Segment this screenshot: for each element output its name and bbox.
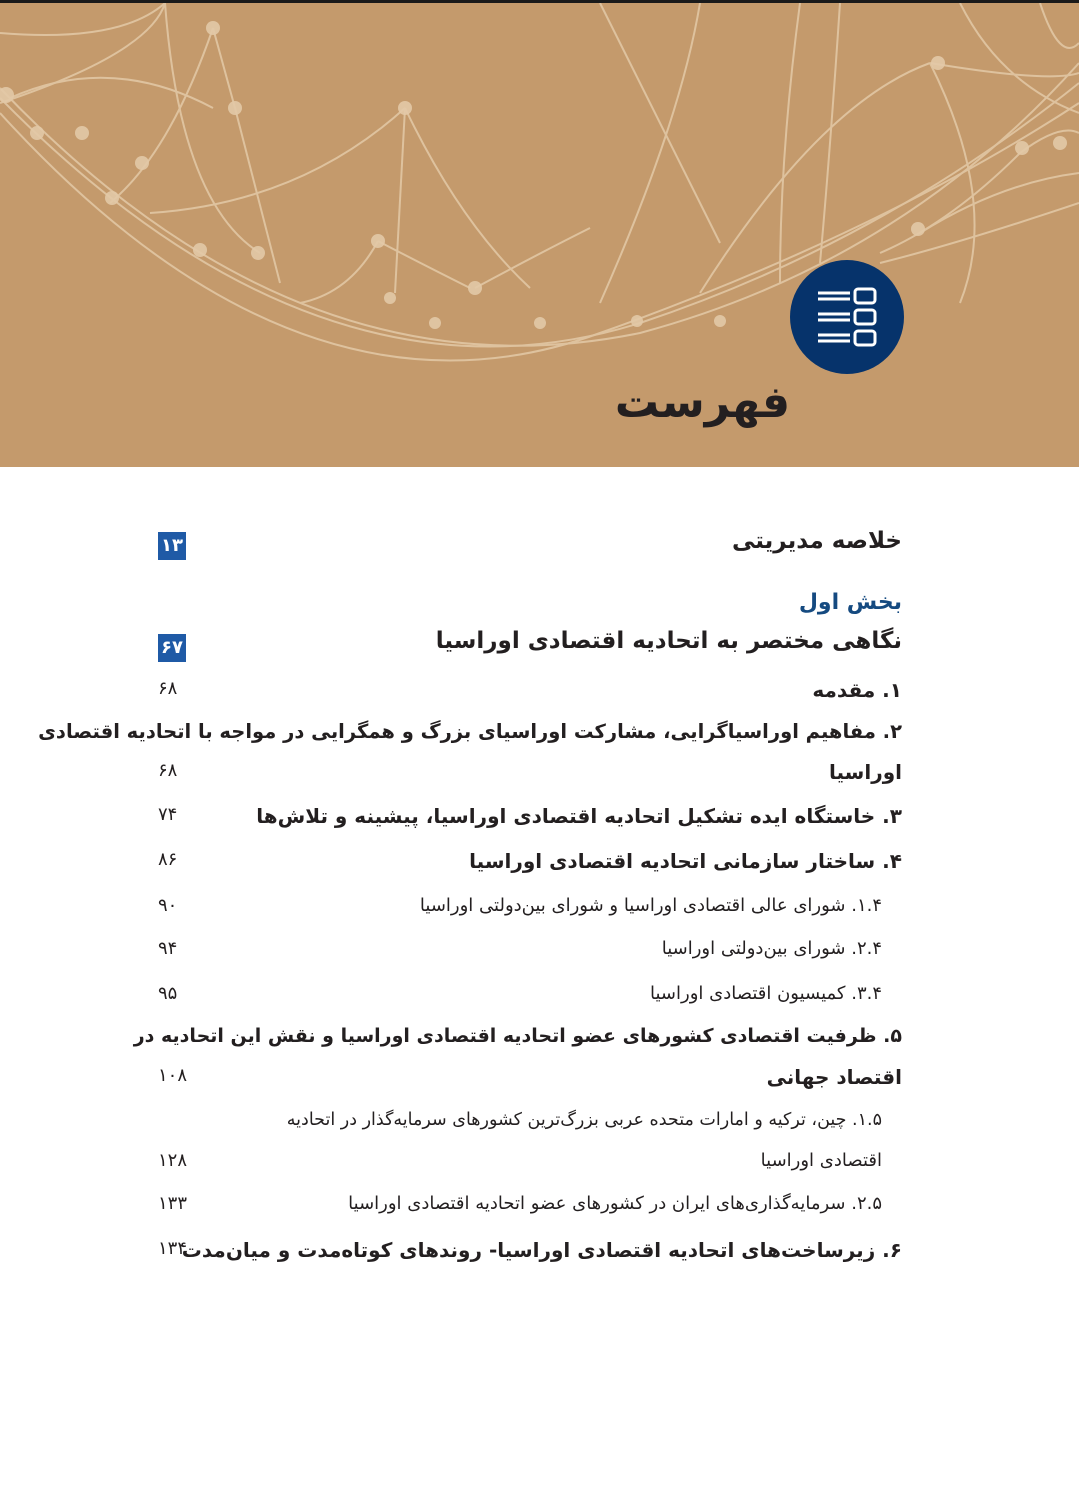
toc-entry[interactable] — [150, 849, 902, 879]
toc-entry[interactable] — [38, 720, 902, 790]
toc-entry-label: خلاصه مدیریتی — [732, 528, 902, 554]
toc-entry-label-line1: ۲. مفاهیم اوراسیاگرایی، مشارکت اوراسیای بزرگ و همگرایی در مواجه با اتحادیه اقتصادی — [38, 720, 902, 743]
page-number-badge: ۶۷ — [158, 634, 186, 662]
page-title: فهرست — [614, 377, 790, 428]
part-title: نگاهی مختصر به اتحادیه اقتصادی اوراسیا — [435, 628, 902, 654]
page-number: ۱۳۳ — [158, 1193, 188, 1214]
toc-entry-label: ۱. مقدمه — [812, 678, 902, 702]
page-number: ۹۴ — [158, 938, 178, 959]
toc-entry-summary[interactable] — [150, 528, 902, 564]
part-label: بخش اول — [798, 590, 902, 615]
page-number: ۶۸ — [158, 760, 178, 781]
page-number: ۷۴ — [158, 804, 178, 825]
page-number: ۸۶ — [158, 849, 178, 870]
toc-entry-label-line1: ۱.۵. چین، ترکیه و امارات متحده عربی بزرگ‌ترین کشورهای سرمایه‌گذار در اتحادیه — [286, 1110, 882, 1130]
page-number: ۹۰ — [158, 895, 178, 916]
toc-entry[interactable] — [150, 678, 902, 708]
toc-entry-label: ۶. زیرساخت‌های اتحادیه اقتصادی اوراسیا- روندهای کوتاه‌مدت و میان‌مدت — [181, 1238, 902, 1262]
toc-subentry[interactable] — [150, 895, 902, 925]
toc-entry-label: ۲.۵. سرمایه‌گذاری‌های ایران در کشورهای عضو اتحادیه اقتصادی اوراسیا — [348, 1193, 882, 1214]
toc-entry-label-line2: اوراسیا — [829, 760, 902, 784]
toc-entry-label: ۴. ساختار سازمانی اتحادیه اقتصادی اوراسیا — [469, 849, 902, 873]
toc-entry[interactable] — [150, 804, 902, 834]
page-number: ۹۵ — [158, 983, 178, 1004]
toc-entry-label-line2: اقتصاد جهانی — [766, 1065, 902, 1089]
toc-badge — [790, 260, 904, 374]
table-of-contents-icon — [790, 260, 904, 374]
toc-entry[interactable] — [133, 1025, 902, 1095]
toc-entry-label-line1: ۵. ظرفیت اقتصادی کشورهای عضو اتحادیه اقتصادی اوراسیا و نقش این اتحادیه در — [133, 1025, 902, 1047]
toc-subentry[interactable] — [150, 1193, 902, 1223]
toc-entry-label: ۳. خاستگاه ایده تشکیل اتحادیه اقتصادی اوراسیا، پیشینه و تلاش‌ها — [256, 804, 902, 828]
page-number: ۱۳۴ — [158, 1238, 188, 1259]
page-number: ۶۸ — [158, 678, 178, 699]
page-number: ۱۰۸ — [158, 1065, 188, 1086]
toc-entry-label: ۲.۴. شورای بین‌دولتی اوراسیا — [661, 938, 882, 959]
toc-subentry[interactable] — [150, 983, 902, 1013]
toc-entry-label: ۱.۴. شورای عالی اقتصادی اوراسیا و شورای بین‌دولتی اوراسیا — [419, 895, 882, 916]
part-heading — [150, 590, 902, 624]
toc-entry[interactable] — [150, 1238, 902, 1268]
toc-subentry[interactable] — [150, 938, 902, 968]
toc-entry-label-line2: اقتصادی اوراسیا — [760, 1150, 882, 1171]
network-pattern-decoration — [0, 3, 1079, 467]
toc-entry-part1[interactable] — [150, 628, 902, 664]
toc-subentry[interactable] — [158, 1110, 902, 1180]
header-banner — [0, 3, 1079, 467]
page-number-badge: ۱۳ — [158, 532, 186, 560]
toc-entry-label: ۳.۴. کمیسیون اقتصادی اوراسیا — [650, 983, 882, 1004]
page-number: ۱۲۸ — [158, 1150, 188, 1171]
